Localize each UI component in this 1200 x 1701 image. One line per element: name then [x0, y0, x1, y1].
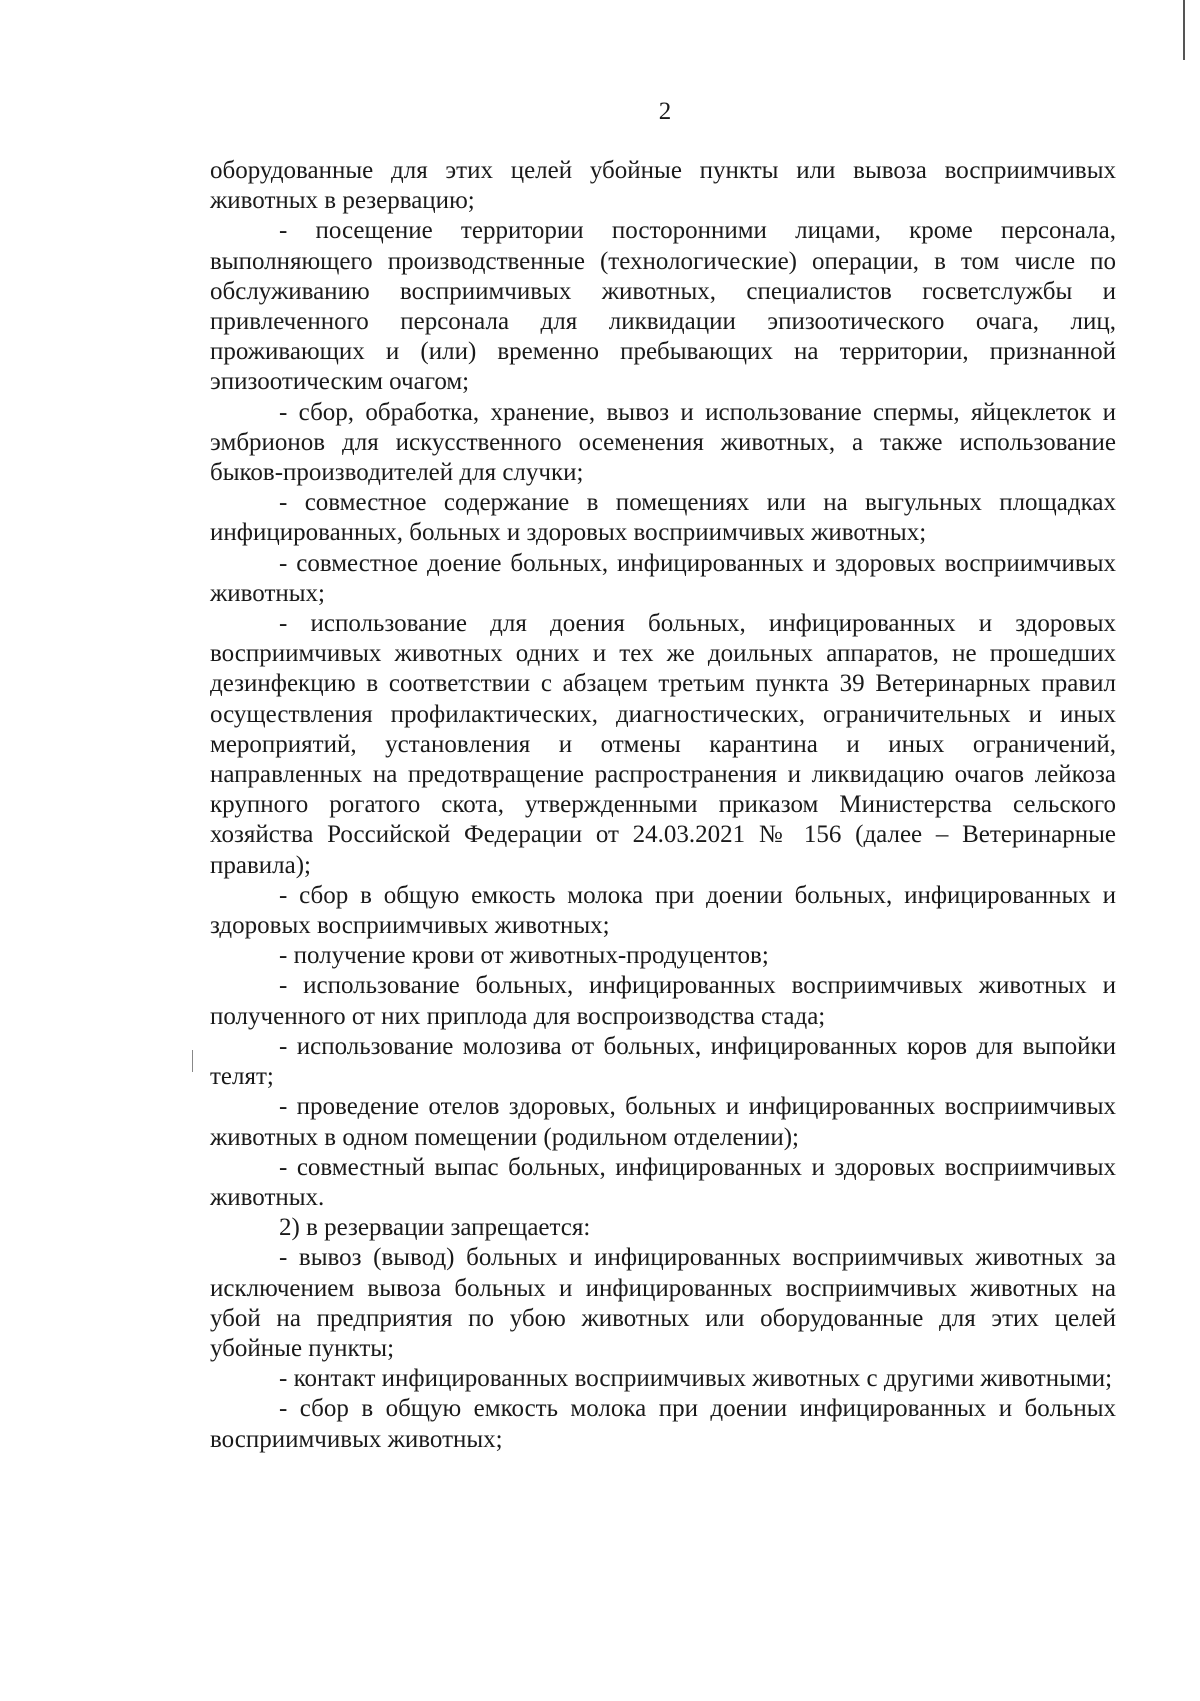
paragraph: оборудованные для этих целей убойные пункты или вывоза восприимчивых животных в резервацию;	[210, 157, 1116, 215]
paragraph: - сбор в общую емкость молока при доении инфицированных и больных восприимчивых животных;	[210, 1395, 1116, 1453]
page-number: 2	[658, 98, 672, 125]
paragraph: - использование молозива от больных, инфицированных коров для выпойки телят;	[210, 1032, 1116, 1091]
scan-edge-mark	[192, 1050, 193, 1072]
paragraph: - контакт инфицированных восприимчивых животных с другими животными;	[279, 1365, 1113, 1393]
paragraph: - использование для доения больных, инфицированных и здоровых восприимчивых животных одних и тех же доильных аппаратов, не прошедших дезинфекцию в соответствии с абзацем третьим пункта 39 Ветеринарных правил осуществления профилактических, диагностических, ограничительных и иных мероприятий, установления и отмены карантина и иных ограничений, направленных на предотвращение распространения и ликвидацию очагов лейкоза крупного рогатого скота, утвержденными приказом Министерства сельского хозяйства Российской Федерации от 24.03.2021 № 156 (далее – Ветеринарные правила);	[210, 610, 1116, 879]
paragraph: - совместный выпас больных, инфицированных и здоровых восприимчивых животных.	[210, 1153, 1116, 1211]
paragraph: - проведение отелов здоровых, больных и инфицированных восприимчивых животных в одном помещении (родильном отделении);	[210, 1093, 1116, 1151]
paragraph: - получение крови от животных-продуцентов;	[279, 942, 769, 970]
paragraph: - совместное содержание в помещениях или на выгульных площадках инфицированных, больных и здоровых восприимчивых животных;	[210, 489, 1116, 547]
scan-edge-mark	[1183, 0, 1185, 60]
paragraph: - посещение территории посторонними лицами, кроме персонала, выполняющего производственные (технологические) операции, в том числе по обслуживанию восприимчивых животных, специалистов госветслужбы и привлеченного персонала для ликвидации эпизоотического очага, лиц, проживающих и (или) временно пребывающих на территории, признанной эпизоотическим очагом;	[210, 217, 1116, 396]
document-body	[210, 156, 1116, 1455]
paragraph: - вывоз (вывод) больных и инфицированных восприимчивых животных за исключением вывоза больных и инфицированных восприимчивых животных на убой на предприятия по убою животных или оборудованные для этих целей убойные пункты;	[210, 1244, 1116, 1362]
paragraph: - использование больных, инфицированных восприимчивых животных и полученного от них приплода для воспроизводства стада;	[210, 972, 1116, 1030]
paragraph: - сбор, обработка, хранение, вывоз и использование спермы, яйцеклеток и эмбрионов для искусственного осеменения животных, а также использование быков-производителей для случки;	[210, 398, 1116, 487]
paragraph: 2) в резервации запрещается:	[279, 1214, 591, 1242]
paragraph: - совместное доение больных, инфицированных и здоровых восприимчивых животных;	[210, 549, 1116, 607]
paragraph: - сбор в общую емкость молока при доении больных, инфицированных и здоровых восприимчивых животных;	[210, 881, 1116, 940]
